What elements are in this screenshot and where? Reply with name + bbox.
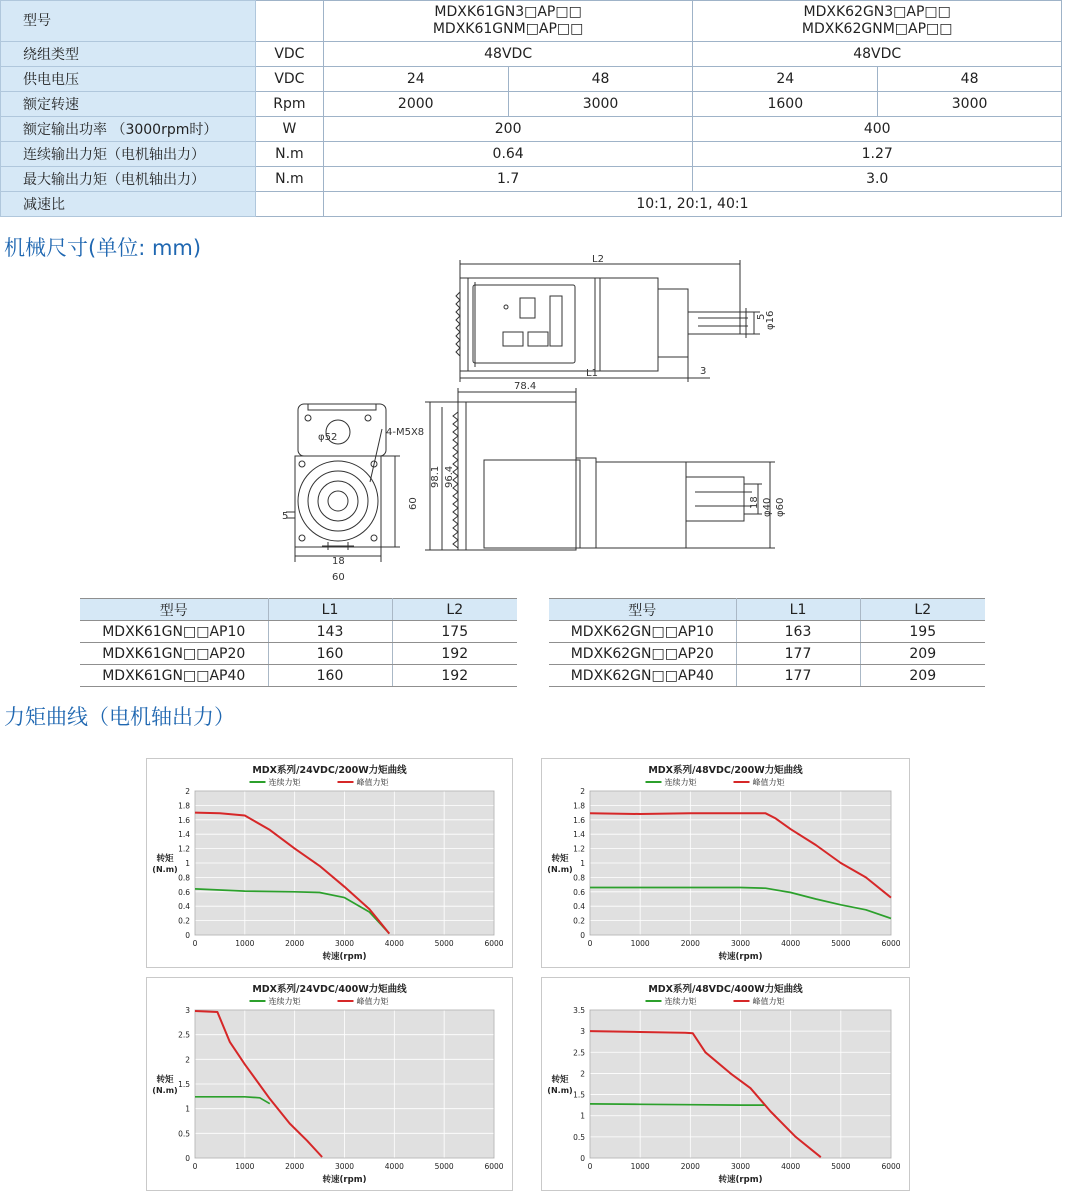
dim-table-cell: MDXK61GN□□AP20 <box>80 643 268 665</box>
x-tick-label: 5000 <box>831 939 851 948</box>
x-tick-label: 4000 <box>781 939 801 948</box>
dim-d52: φ52 <box>318 432 338 443</box>
y-axis-label: 转矩 <box>551 854 569 864</box>
y-tick-label: 1.6 <box>573 815 585 825</box>
chart-title: MDX系列/48VDC/200W力矩曲线 <box>648 765 803 776</box>
dim-table-row <box>549 643 985 665</box>
x-tick-label: 5000 <box>831 1162 851 1171</box>
dim-table-header-cell: L2 <box>392 599 517 621</box>
dim-table-header-cell: L1 <box>268 599 392 621</box>
legend-label: 连续力矩 <box>664 778 697 787</box>
dim-18: 18 <box>332 556 345 567</box>
legend-label: 连续力矩 <box>268 997 301 1006</box>
y-axis-unit: (N.m) <box>547 1086 573 1095</box>
x-tick-label: 4000 <box>384 939 404 948</box>
x-tick-label: 3000 <box>334 1162 355 1171</box>
x-tick-label: 1000 <box>235 1162 255 1171</box>
x-axis-label: 转速(rpm) <box>322 952 367 962</box>
dim-table-cell: MDXK62GN□□AP20 <box>549 643 736 665</box>
dim-L1: L1 <box>586 368 598 379</box>
x-tick-label: 4000 <box>781 1162 801 1171</box>
y-tick-label: 0.8 <box>178 873 190 883</box>
spec-cell-line: MDXK62GNM□AP□□ <box>801 21 953 37</box>
legend-label: 峰值力矩 <box>752 997 785 1006</box>
x-tick-label: 3000 <box>730 939 751 948</box>
y-tick-label: 2 <box>580 1069 585 1079</box>
dim-5-top: 5 <box>756 313 767 320</box>
x-tick-label: 0 <box>587 939 593 948</box>
spec-row <box>1 1 1062 42</box>
y-axis-unit: (N.m) <box>152 1086 178 1095</box>
spec-cell: 48 <box>508 67 693 92</box>
x-tick-label: 1000 <box>235 939 255 948</box>
y-tick-label: 1.8 <box>573 801 585 811</box>
y-tick-label: 1.4 <box>178 830 190 840</box>
dim-table-header-cell: 型号 <box>80 599 268 621</box>
spec-label: 减速比 <box>1 192 256 217</box>
spec-row <box>1 117 1062 142</box>
x-tick-label: 3000 <box>334 939 355 948</box>
spec-cell: 3000 <box>878 92 1062 117</box>
spec-cell-line: MDXK61GNM□AP□□ <box>432 21 584 37</box>
y-tick-label: 0.2 <box>573 916 585 926</box>
x-tick-label: 2000 <box>680 1162 700 1171</box>
dim-981: 98.1 <box>430 465 441 488</box>
spec-label: 供电电压 <box>1 67 256 92</box>
dim-table-cell: MDXK61GN□□AP40 <box>80 665 268 687</box>
dim-table-cell: 177 <box>736 643 860 665</box>
dim-table-header-cell: L2 <box>860 599 985 621</box>
chart-24v-400w <box>146 977 513 1191</box>
spec-cell: 1.7 <box>323 167 693 192</box>
y-tick-label: 0 <box>580 931 585 940</box>
y-tick-label: 0.4 <box>178 902 190 912</box>
dim-L2: L2 <box>592 254 604 265</box>
dim-m5: 4-M5X8 <box>386 427 425 438</box>
dim-table-row <box>80 621 517 643</box>
y-tick-label: 0.4 <box>573 902 585 912</box>
spec-cell <box>323 1 693 42</box>
spec-cell: 48VDC <box>323 42 693 67</box>
dim-table-62 <box>549 598 985 687</box>
side-view-gearhead <box>596 462 686 548</box>
x-tick-label: 0 <box>587 1162 593 1171</box>
side-view-shaft <box>686 477 744 521</box>
dim-d60: φ60 <box>775 497 786 517</box>
chart-48v-200w <box>541 758 910 968</box>
x-tick-label: 2000 <box>285 1162 305 1171</box>
spec-unit: N.m <box>255 167 323 192</box>
mechanical-drawing <box>270 252 790 587</box>
x-tick-label: 1000 <box>630 939 650 948</box>
dim-table-header <box>549 599 985 621</box>
spec-unit: VDC <box>255 42 323 67</box>
spec-row <box>1 92 1062 117</box>
y-tick-label: 0 <box>580 1154 585 1163</box>
y-tick-label: 1 <box>580 859 585 868</box>
dim-table-header-cell: L1 <box>736 599 860 621</box>
y-tick-label: 0.6 <box>573 887 585 897</box>
spec-label: 绕组类型 <box>1 42 256 67</box>
x-tick-label: 2000 <box>680 939 700 948</box>
y-tick-label: 0.2 <box>178 916 190 926</box>
spec-cell: 48VDC <box>693 42 1062 67</box>
dim-table-row <box>549 621 985 643</box>
dim-5-left: 5 <box>282 511 289 522</box>
y-tick-label: 3 <box>580 1027 585 1037</box>
dim-964: 96.4 <box>444 465 455 488</box>
y-tick-label: 1.4 <box>573 830 585 840</box>
y-tick-label: 2 <box>185 787 190 796</box>
spec-cell: 48 <box>878 67 1062 92</box>
top-view-body <box>460 278 658 371</box>
x-tick-label: 6000 <box>484 1162 504 1171</box>
spec-cell: 0.64 <box>323 142 693 167</box>
y-tick-label: 3.5 <box>573 1006 585 1015</box>
y-tick-label: 2.5 <box>178 1030 190 1040</box>
x-axis-label: 转速(rpm) <box>322 1175 367 1185</box>
dim-table-61 <box>80 598 517 687</box>
y-tick-label: 1.6 <box>178 815 190 825</box>
top-view-shaft <box>688 312 740 334</box>
dim-table-cell: 192 <box>392 643 517 665</box>
legend-label: 连续力矩 <box>268 778 301 787</box>
spec-cell-line: MDXK62GN3□AP□□ <box>803 4 951 20</box>
dim-table-cell: MDXK62GN□□AP10 <box>549 621 736 643</box>
spec-cell: 400 <box>693 117 1062 142</box>
spec-cell: 24 <box>323 67 508 92</box>
chart-title: MDX系列/24VDC/400W力矩曲线 <box>252 984 407 995</box>
side-view-driver <box>458 402 576 550</box>
chart-title: MDX系列/24VDC/200W力矩曲线 <box>252 765 407 776</box>
spec-cell: 2000 <box>323 92 508 117</box>
dim-table-cell: MDXK61GN□□AP10 <box>80 621 268 643</box>
dimensions-title: 机械尺寸(单位: mm) <box>4 236 202 260</box>
dim-table-cell: 192 <box>392 665 517 687</box>
dim-table-row <box>80 665 517 687</box>
front-view-driver <box>298 404 386 456</box>
x-tick-label: 6000 <box>881 939 901 948</box>
spec-row <box>1 67 1062 92</box>
dim-table-cell: 195 <box>860 621 985 643</box>
x-tick-label: 5000 <box>434 1162 454 1171</box>
dim-table-header <box>80 599 517 621</box>
dim-table-cell: 175 <box>392 621 517 643</box>
y-tick-label: 2 <box>580 787 585 796</box>
y-axis-label: 转矩 <box>156 1075 174 1085</box>
x-tick-label: 6000 <box>484 939 504 948</box>
y-tick-label: 1.2 <box>573 844 585 854</box>
spec-label: 连续输出力矩（电机轴出力） <box>1 142 256 167</box>
spec-cell: 1600 <box>693 92 878 117</box>
dim-table-cell: 160 <box>268 665 392 687</box>
y-tick-label: 2.5 <box>573 1048 585 1058</box>
y-tick-label: 1 <box>580 1111 585 1121</box>
torque-title: 力矩曲线（电机轴出力） <box>4 705 235 729</box>
spec-unit: VDC <box>255 67 323 92</box>
legend-label: 峰值力矩 <box>356 778 389 787</box>
y-tick-label: 1 <box>185 859 190 868</box>
spec-label: 最大输出力矩（电机轴出力） <box>1 167 256 192</box>
x-tick-label: 5000 <box>434 939 454 948</box>
x-tick-label: 3000 <box>730 1162 751 1171</box>
y-tick-label: 0 <box>185 931 190 940</box>
spec-cell: 10:1, 20:1, 40:1 <box>323 192 1061 217</box>
x-tick-label: 4000 <box>384 1162 404 1171</box>
x-tick-label: 2000 <box>285 939 305 948</box>
spec-unit: W <box>255 117 323 142</box>
dim-table-header-cell: 型号 <box>549 599 736 621</box>
x-tick-label: 0 <box>192 939 198 948</box>
y-tick-label: 3 <box>185 1006 190 1015</box>
chart-title: MDX系列/48VDC/400W力矩曲线 <box>648 984 803 995</box>
legend-label: 连续力矩 <box>664 997 697 1006</box>
y-axis-unit: (N.m) <box>152 865 178 874</box>
x-tick-label: 1000 <box>630 1162 650 1171</box>
dim-60-height: 60 <box>408 497 419 510</box>
x-axis-label: 转速(rpm) <box>718 952 763 962</box>
spec-row <box>1 192 1062 217</box>
spec-unit: N.m <box>255 142 323 167</box>
spec-table <box>0 0 1062 217</box>
y-tick-label: 2 <box>185 1055 190 1065</box>
chart-24v-200w <box>146 758 513 968</box>
spec-cell: 1.27 <box>693 142 1062 167</box>
dim-table-cell: 177 <box>736 665 860 687</box>
y-tick-label: 0.5 <box>178 1129 190 1139</box>
y-axis-unit: (N.m) <box>547 865 573 874</box>
y-tick-label: 0 <box>185 1154 190 1163</box>
dim-60-width: 60 <box>332 572 345 583</box>
spec-label: 型号 <box>1 1 256 42</box>
x-axis-label: 转速(rpm) <box>718 1175 763 1185</box>
dim-table-cell: 209 <box>860 643 985 665</box>
dim-d40: φ40 <box>762 497 773 517</box>
y-tick-label: 1.8 <box>178 801 190 811</box>
spec-cell: 24 <box>693 67 878 92</box>
y-tick-label: 1 <box>185 1104 190 1114</box>
y-tick-label: 1.2 <box>178 844 190 854</box>
y-axis-label: 转矩 <box>551 1075 569 1085</box>
y-axis-label: 转矩 <box>156 854 174 864</box>
dim-table-cell: 163 <box>736 621 860 643</box>
dim-table-cell: 160 <box>268 643 392 665</box>
dim-784: 78.4 <box>514 381 537 392</box>
legend-label: 峰值力矩 <box>752 778 785 787</box>
spec-row <box>1 167 1062 192</box>
dim-h18: 18 <box>749 496 760 509</box>
dim-table-row <box>80 643 517 665</box>
dim-table-row <box>549 665 985 687</box>
x-tick-label: 6000 <box>881 1162 901 1171</box>
spec-cell: 3.0 <box>693 167 1062 192</box>
spec-label: 额定转速 <box>1 92 256 117</box>
y-tick-label: 0.5 <box>573 1132 585 1142</box>
y-tick-label: 0.8 <box>573 873 585 883</box>
spec-unit <box>255 192 323 217</box>
dim-table-cell: 143 <box>268 621 392 643</box>
y-tick-label: 1.5 <box>573 1090 585 1100</box>
y-tick-label: 0.6 <box>178 887 190 897</box>
spec-row <box>1 142 1062 167</box>
x-tick-label: 0 <box>192 1162 198 1171</box>
spec-label: 额定输出功率 （3000rpm时） <box>1 117 256 142</box>
dim-3: 3 <box>700 366 707 377</box>
legend-label: 峰值力矩 <box>356 997 389 1006</box>
spec-row <box>1 42 1062 67</box>
y-tick-label: 1.5 <box>178 1080 190 1089</box>
dim-d16: φ16 <box>765 310 776 330</box>
spec-cell: 3000 <box>508 92 693 117</box>
spec-cell: 200 <box>323 117 693 142</box>
spec-unit <box>255 1 323 42</box>
chart-48v-400w <box>541 977 910 1191</box>
dim-table-cell: 209 <box>860 665 985 687</box>
spec-cell <box>693 1 1062 42</box>
spec-unit: Rpm <box>255 92 323 117</box>
dim-table-cell: MDXK62GN□□AP40 <box>549 665 736 687</box>
spec-cell-line: MDXK61GN3□AP□□ <box>434 4 582 20</box>
